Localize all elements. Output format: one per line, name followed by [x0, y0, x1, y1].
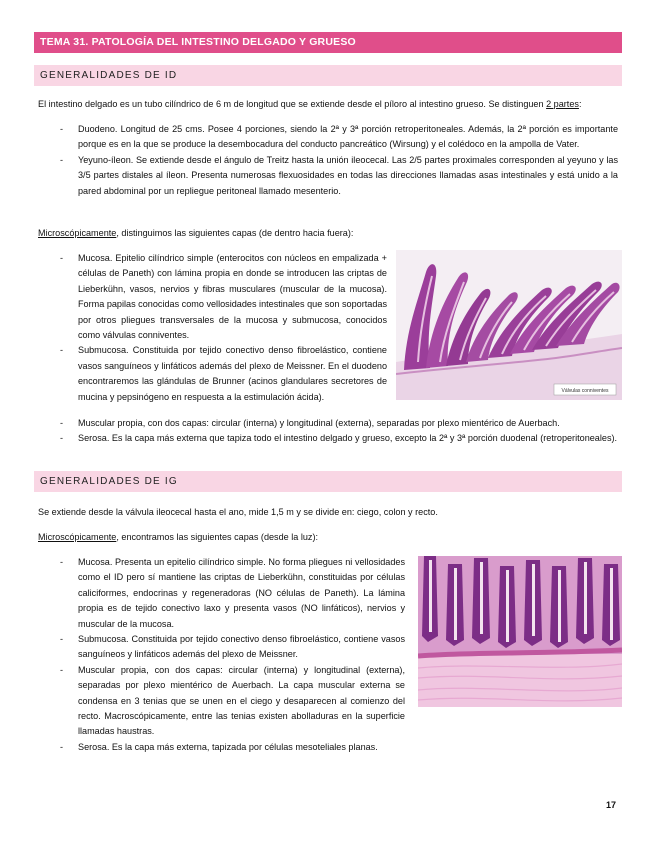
section-heading-ig-text: GENERALIDADES DE IG [40, 476, 178, 487]
section-heading-id-text: GENERALIDADES DE ID [40, 70, 178, 81]
list-item: - Submucosa. Constituida por tejido conectivo denso fibroelástico, contiene vasos sanguíneos y linfáticos además del plexo de Meissner. En el duodeno encontraremos las glándulas de Brunner (acinos glandulares secretores de mucina y pepsinógeno en respuesta a la estimulación ácida). [60, 343, 387, 405]
id-intro-paragraph [38, 97, 581, 112]
section-heading-ig [34, 471, 622, 492]
list-item: - Yeyuno-íleon. Se extiende desde el ángulo de Treitz hasta la unión ileocecal. Las 2/5 partes proximales corresponden al yeyuno y las 3/5 partes distales al íleon. Presenta numerosas flexuosidades en todas las direcciones llamadas asas intestinales y está unido a la pared abdominal por un repliegue peritoneal llamado mesenterio. [60, 153, 618, 199]
ig-intro-paragraph: Se extiende desde la válvula ileocecal hasta el ano, mide 1,5 m y se divide en: ciego, colon y recto. [38, 507, 438, 517]
topic-title: TEMA 31. PATOLOGÍA DEL INTESTINO DELGADO Y GRUESO [40, 36, 356, 48]
large-intestine-histology-image [418, 556, 622, 707]
list-item: - Mucosa. Presenta un epitelio cilíndrico simple. No forma pliegues ni vellosidades como el ID pero sí mantiene las criptas de Lieberkühn, constituidas por células caliciformes, endocrinas y regeneradoras (NO células de Paneth). La lámina propia es de tejido conectivo laxo y presenta vasos (NO linfáticos), nervios y muscular de la mucosa. [60, 555, 405, 632]
list-item: - Muscular propia, con dos capas: circular (interna) y longitudinal (externa), separadas por plexo mientérico de Auerbach. [60, 416, 618, 431]
id-layers-list-a [60, 251, 387, 405]
list-item: - Duodeno. Longitud de 25 cms. Posee 4 porciones, siendo la 2ª y 3ª porción retroperitoneales. Además, la 2ª porción es importante porque es en la que se produce la desembocadura del conducto pancreático (Wirsung) y el colédoco en la ampolla de Vater. [60, 122, 618, 153]
list-item: - Muscular propia, con dos capas: circular (interna) y longitudinal (externa), separadas por plexo mientérico de Auerbach. La capa muscular externa se condensa en 3 tenias que se unen en el ciego y desaparecen al comienzo del recto. Macroscópicamente, entre las tenias existen abolladuras en la superficie llamadas haustras. [60, 663, 405, 740]
list-item: - Submucosa. Constituida por tejido conectivo denso fibroelástico, contiene vasos sanguíneos y linfáticos además del plexo de Meissner. [60, 632, 405, 663]
id-micro-label: Microscópicamente [38, 228, 117, 238]
page-number: 17 [606, 800, 617, 810]
id-micro-paragraph [38, 226, 353, 241]
list-item: - Mucosa. Epitelio cilíndrico simple (enterocitos con núcleos en empalizada + células de Paneth) con lámina propia en donde se introducen las criptas de Lieberkühn, vasos, nervios y fibras musculares (muscular de la mucosa). Forma papilas conocidas como vellosidades intestinales que son soportadas por otros pliegues transversales de la mucosa y submucosa, conocidos como válvulas conniventes. [60, 251, 387, 343]
id-micro-text: , distinguimos las siguientes capas (de dentro hacia fuera): [116, 228, 354, 238]
small-intestine-histology-image [396, 250, 622, 400]
ig-micro-text: , encontramos las siguientes capas (desde la luz): [116, 532, 319, 542]
id-layers-list-b [60, 416, 618, 447]
id-intro-emphasis: 2 partes [546, 99, 579, 109]
id-intro-text: El intestino delgado es un tubo cilíndrico de 6 m de longitud que se extiende desde el píloro al intestino grueso. Se distinguen [38, 99, 547, 109]
ig-micro-paragraph [38, 530, 318, 545]
list-item: - Serosa. Es la capa más externa que tapiza todo el intestino delgado y grueso, excepto la 2ª y 3ª porción duodenal (retroperitoneales). [60, 431, 618, 446]
topic-title-bar [34, 32, 622, 53]
id-intro-end: : [578, 99, 582, 109]
ig-layers-list [60, 555, 405, 755]
list-item: - Serosa. Es la capa más externa, tapizada por células mesoteliales planas. [60, 740, 405, 755]
figure-caption: Válvulas conniventes [561, 388, 609, 394]
ig-micro-label: Microscópicamente [38, 532, 117, 542]
id-parts-list [60, 122, 618, 199]
section-heading-id [34, 65, 622, 86]
